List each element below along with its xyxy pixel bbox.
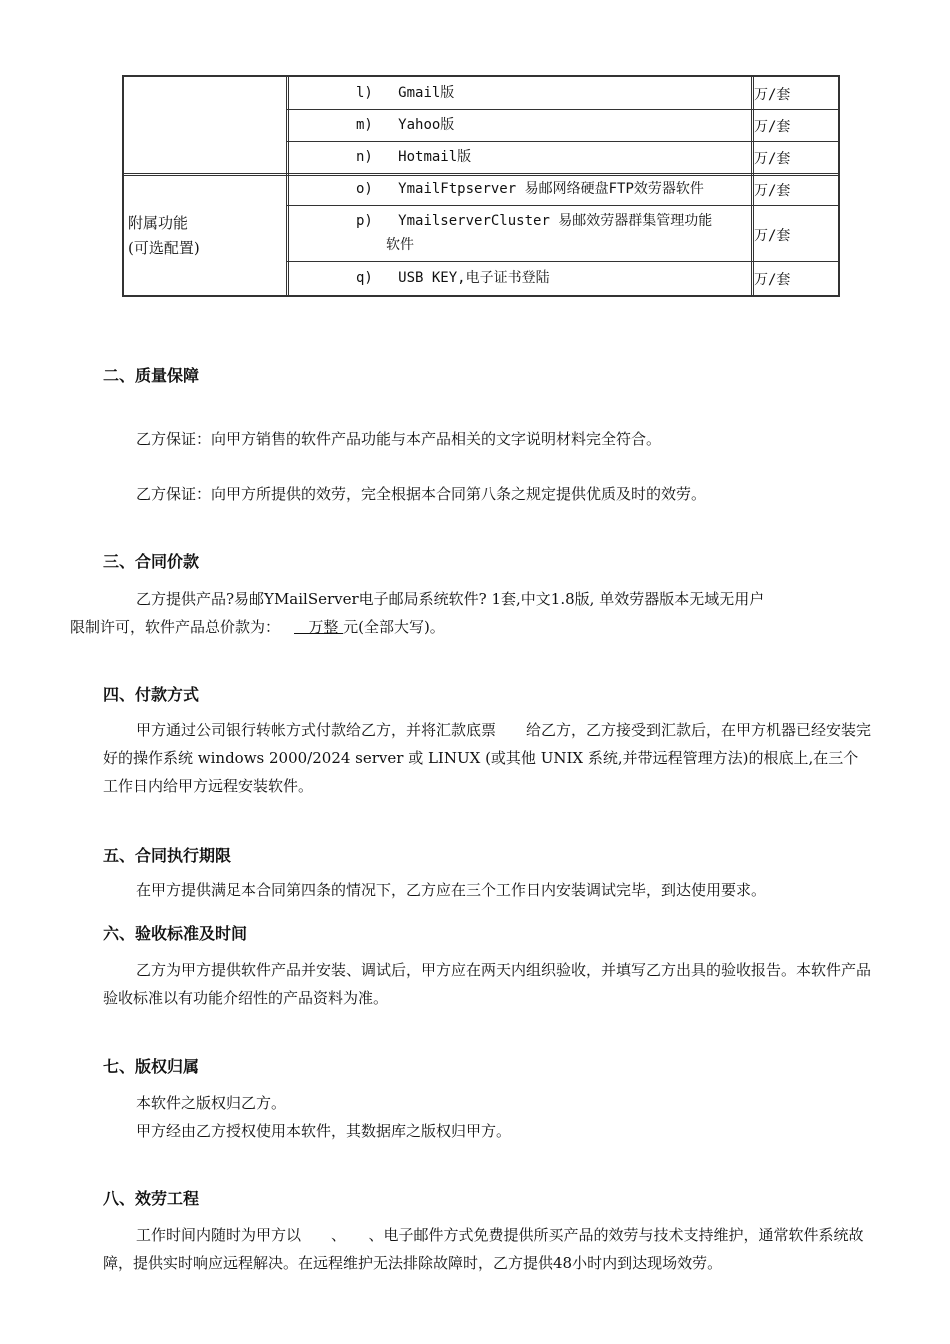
section-heading: 六、验收标准及时间 [103,924,248,943]
row-line [286,205,838,206]
text-run: 元(全部大写)。 [343,618,445,636]
paragraph: 甲方经由乙方授权使用本软件，其数据库之版权归甲方。 [136,1122,512,1140]
row-text: Gmail版 [398,85,455,101]
row-mark: o) [356,181,373,197]
row-text-cont: 软件 [386,237,414,253]
section-heading: 五、合同执行期限 [103,846,232,865]
row-unit: 万/套 [754,119,791,135]
paragraph: 乙方为甲方提供软件产品并安装、调试后，甲方应在两天内组织验收，并填写乙方出具的验收报告。本软件产品验收标准以有功能介绍性的产品资料为准。 [103,961,872,1007]
row-text: Hotmail版 [398,149,472,165]
row-text: Yahoo版 [398,117,455,133]
row-unit: 万/套 [754,228,791,244]
row-line [286,109,838,110]
row-mark: n) [356,149,373,165]
row-unit: 万/套 [754,272,791,288]
section-heading: 三、合同价款 [103,552,200,571]
row-mark: p) [356,213,373,229]
features-table [122,75,840,297]
section-heading: 四、付款方式 [103,685,200,704]
table-row [356,82,454,104]
paragraph: 工作时间内随时为甲方以 、 、电子邮件方式免费提供所买产品的效劳与技术支持维护，通常软件系统故障，提供实时响应远程解决。在远程维护无法排除故障时，乙方提供48小时内到达现场效劳。 [103,1226,864,1272]
paragraph: 乙方保证：向甲方销售的软件产品功能与本产品相关的文字说明材料完全符合。 [136,430,662,448]
table-row [356,178,704,200]
row-text: YmailserverCluster 易邮效劳器群集管理功能 [398,213,713,229]
row-mark: l) [356,85,373,101]
table-row [356,210,712,232]
row-text: USB KEY,电子证书登陆 [398,270,550,286]
paragraph: 乙方保证：向甲方所提供的效劳，完全根据本合同第八条之规定提供优质及时的效劳。 [136,485,707,503]
paragraph [70,585,873,641]
row-line [124,173,838,176]
row-unit: 万/套 [754,183,791,199]
row-text: YmailFtpserver 易邮网络硬盘FTP效劳器软件 [398,181,704,197]
row-line [286,261,838,262]
group-label [128,211,200,261]
text-run: 限制许可，软件产品总价款为： [70,618,281,636]
row-unit: 万/套 [754,151,791,167]
group-label-line1: 附属功能 [128,214,189,232]
row-mark: m) [356,117,373,133]
table-row [356,267,550,289]
row-mark: q) [356,270,373,286]
row-unit: 万/套 [754,87,791,103]
section-heading: 二、质量保障 [103,366,200,385]
table-row [356,114,454,136]
group-label-line2: (可选配置) [128,239,200,257]
section-heading: 七、版权归属 [103,1057,200,1076]
paragraph: 在甲方提供满足本合同第四条的情况下，乙方应在三个工作日内安装调试完毕，到达使用要求。 [136,881,767,899]
text-run: 乙方提供产品?易邮YMailServer电子邮局系统软件? 1套,中文1.8版, 单效劳器版本无域无用户 [136,590,765,608]
table-row [356,146,471,168]
price-amount: 万整 [294,618,344,636]
section-heading: 八、效劳工程 [103,1189,200,1208]
paragraph: 甲方通过公司银行转帐方式付款给乙方，并将汇款底票 给乙方，乙方接受到汇款后，在甲方机器已经安装完好的操作系统 windows 2000/2024 server 或 LINUX (或其他 UNIX 系统,并带远程管理方法)的根底上,在三个工作日内给甲方远程安装软件。 [103,721,872,795]
row-line [286,141,838,142]
paragraph: 本软件之版权归乙方。 [136,1094,287,1112]
